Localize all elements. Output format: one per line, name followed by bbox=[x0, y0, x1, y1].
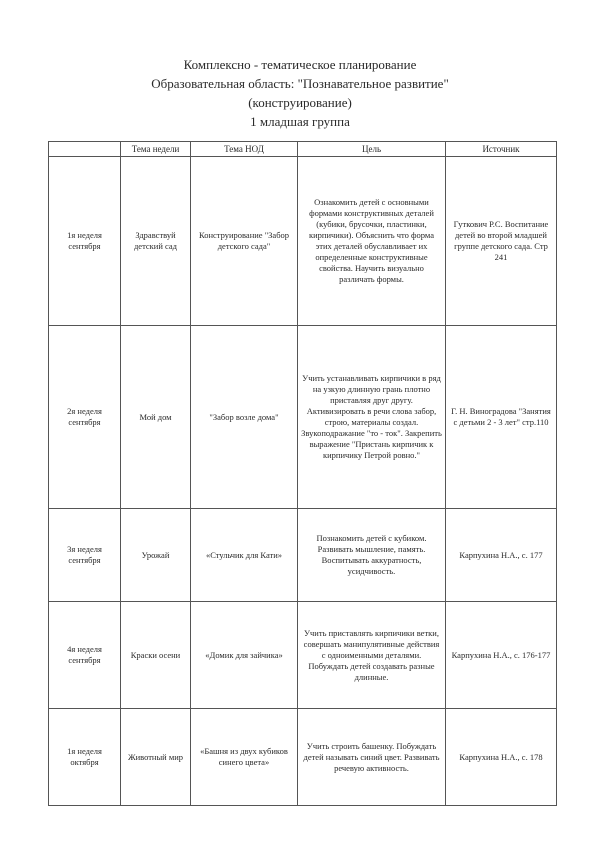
table-row bbox=[49, 326, 557, 509]
section-line: (конструирование) bbox=[248, 95, 352, 110]
header-week bbox=[49, 142, 121, 157]
header-source: Источник bbox=[446, 142, 557, 157]
week-cell: 1я неделя октября bbox=[49, 709, 121, 806]
source-cell: Г. Н. Виноградова "Занятия с детьми 2 - 3 лет" стр.110 bbox=[446, 326, 557, 509]
table-row bbox=[49, 157, 557, 326]
week-cell: 1я неделя сентября bbox=[49, 157, 121, 326]
document-heading bbox=[0, 55, 600, 131]
theme-cell: Здравствуй детский сад bbox=[121, 157, 191, 326]
goal-cell: Учить устанавливать кирпичики в ряд на узкую длинную грань плотно приставляя друг другу. Активизировать в речи слова забор, строю, материалы создал. Звукоподражание "то - ток". Закрепить выражение "Пристань кирпичик к кирпичику Петрой ровно." bbox=[298, 326, 446, 509]
goal-cell: Ознакомить детей с основными формами конструктивных деталей (кубики, брусочки, пластинки, кирпичики). Объяснить что форма этих деталей обуславливает их определенные конструктивные свойства. Научить визуально различать формы. bbox=[298, 157, 446, 326]
goal-cell: Учить строить башенку. Побуждать детей называть синий цвет. Развивать речевую активность. bbox=[298, 709, 446, 806]
planning-table bbox=[48, 141, 557, 806]
topic-cell: Конструирование "Забор детского сада" bbox=[191, 157, 298, 326]
topic-cell: «Стульчик для Кати» bbox=[191, 509, 298, 602]
group-line: 1 младшая группа bbox=[250, 114, 350, 129]
topic-cell: "Забор возле дома" bbox=[191, 326, 298, 509]
theme-cell: Мой дом bbox=[121, 326, 191, 509]
week-cell: 2я неделя сентября bbox=[49, 326, 121, 509]
table-row bbox=[49, 509, 557, 602]
source-cell: Карпухина Н.А., с. 177 bbox=[446, 509, 557, 602]
table-row bbox=[49, 602, 557, 709]
week-cell: 4я неделя сентября bbox=[49, 602, 121, 709]
source-cell: Карпухина Н.А., с. 178 bbox=[446, 709, 557, 806]
title-line: Комплексно - тематическое планирование bbox=[183, 57, 417, 72]
topic-cell: «Домик для зайчика» bbox=[191, 602, 298, 709]
header-week-theme: Тема недели bbox=[121, 142, 191, 157]
header-lesson-topic: Тема НОД bbox=[191, 142, 298, 157]
theme-cell: Животный мир bbox=[121, 709, 191, 806]
topic-cell: «Башня из двух кубиков синего цвета» bbox=[191, 709, 298, 806]
goal-cell: Познакомить детей с кубиком. Развивать мышление, память. Воспитывать аккуратность, усидчивость. bbox=[298, 509, 446, 602]
header-goal: Цель bbox=[298, 142, 446, 157]
source-cell: Карпухина Н.А., с. 176-177 bbox=[446, 602, 557, 709]
goal-cell: Учить приставлять кирпичики ветки, совершать манипулятивные действия с одноименными деталями. Побуждать детей создавать разные длинные. bbox=[298, 602, 446, 709]
table-header-row bbox=[49, 142, 557, 157]
subject-area-line: Образовательная область: "Познавательное развитие" bbox=[151, 76, 449, 91]
theme-cell: Урожай bbox=[121, 509, 191, 602]
source-cell: Гуткович Р.С. Воспитание детей во второй младшей группе детского сада. Стр 241 bbox=[446, 157, 557, 326]
week-cell: 3я неделя сентября bbox=[49, 509, 121, 602]
table-row bbox=[49, 709, 557, 806]
theme-cell: Краски осени bbox=[121, 602, 191, 709]
